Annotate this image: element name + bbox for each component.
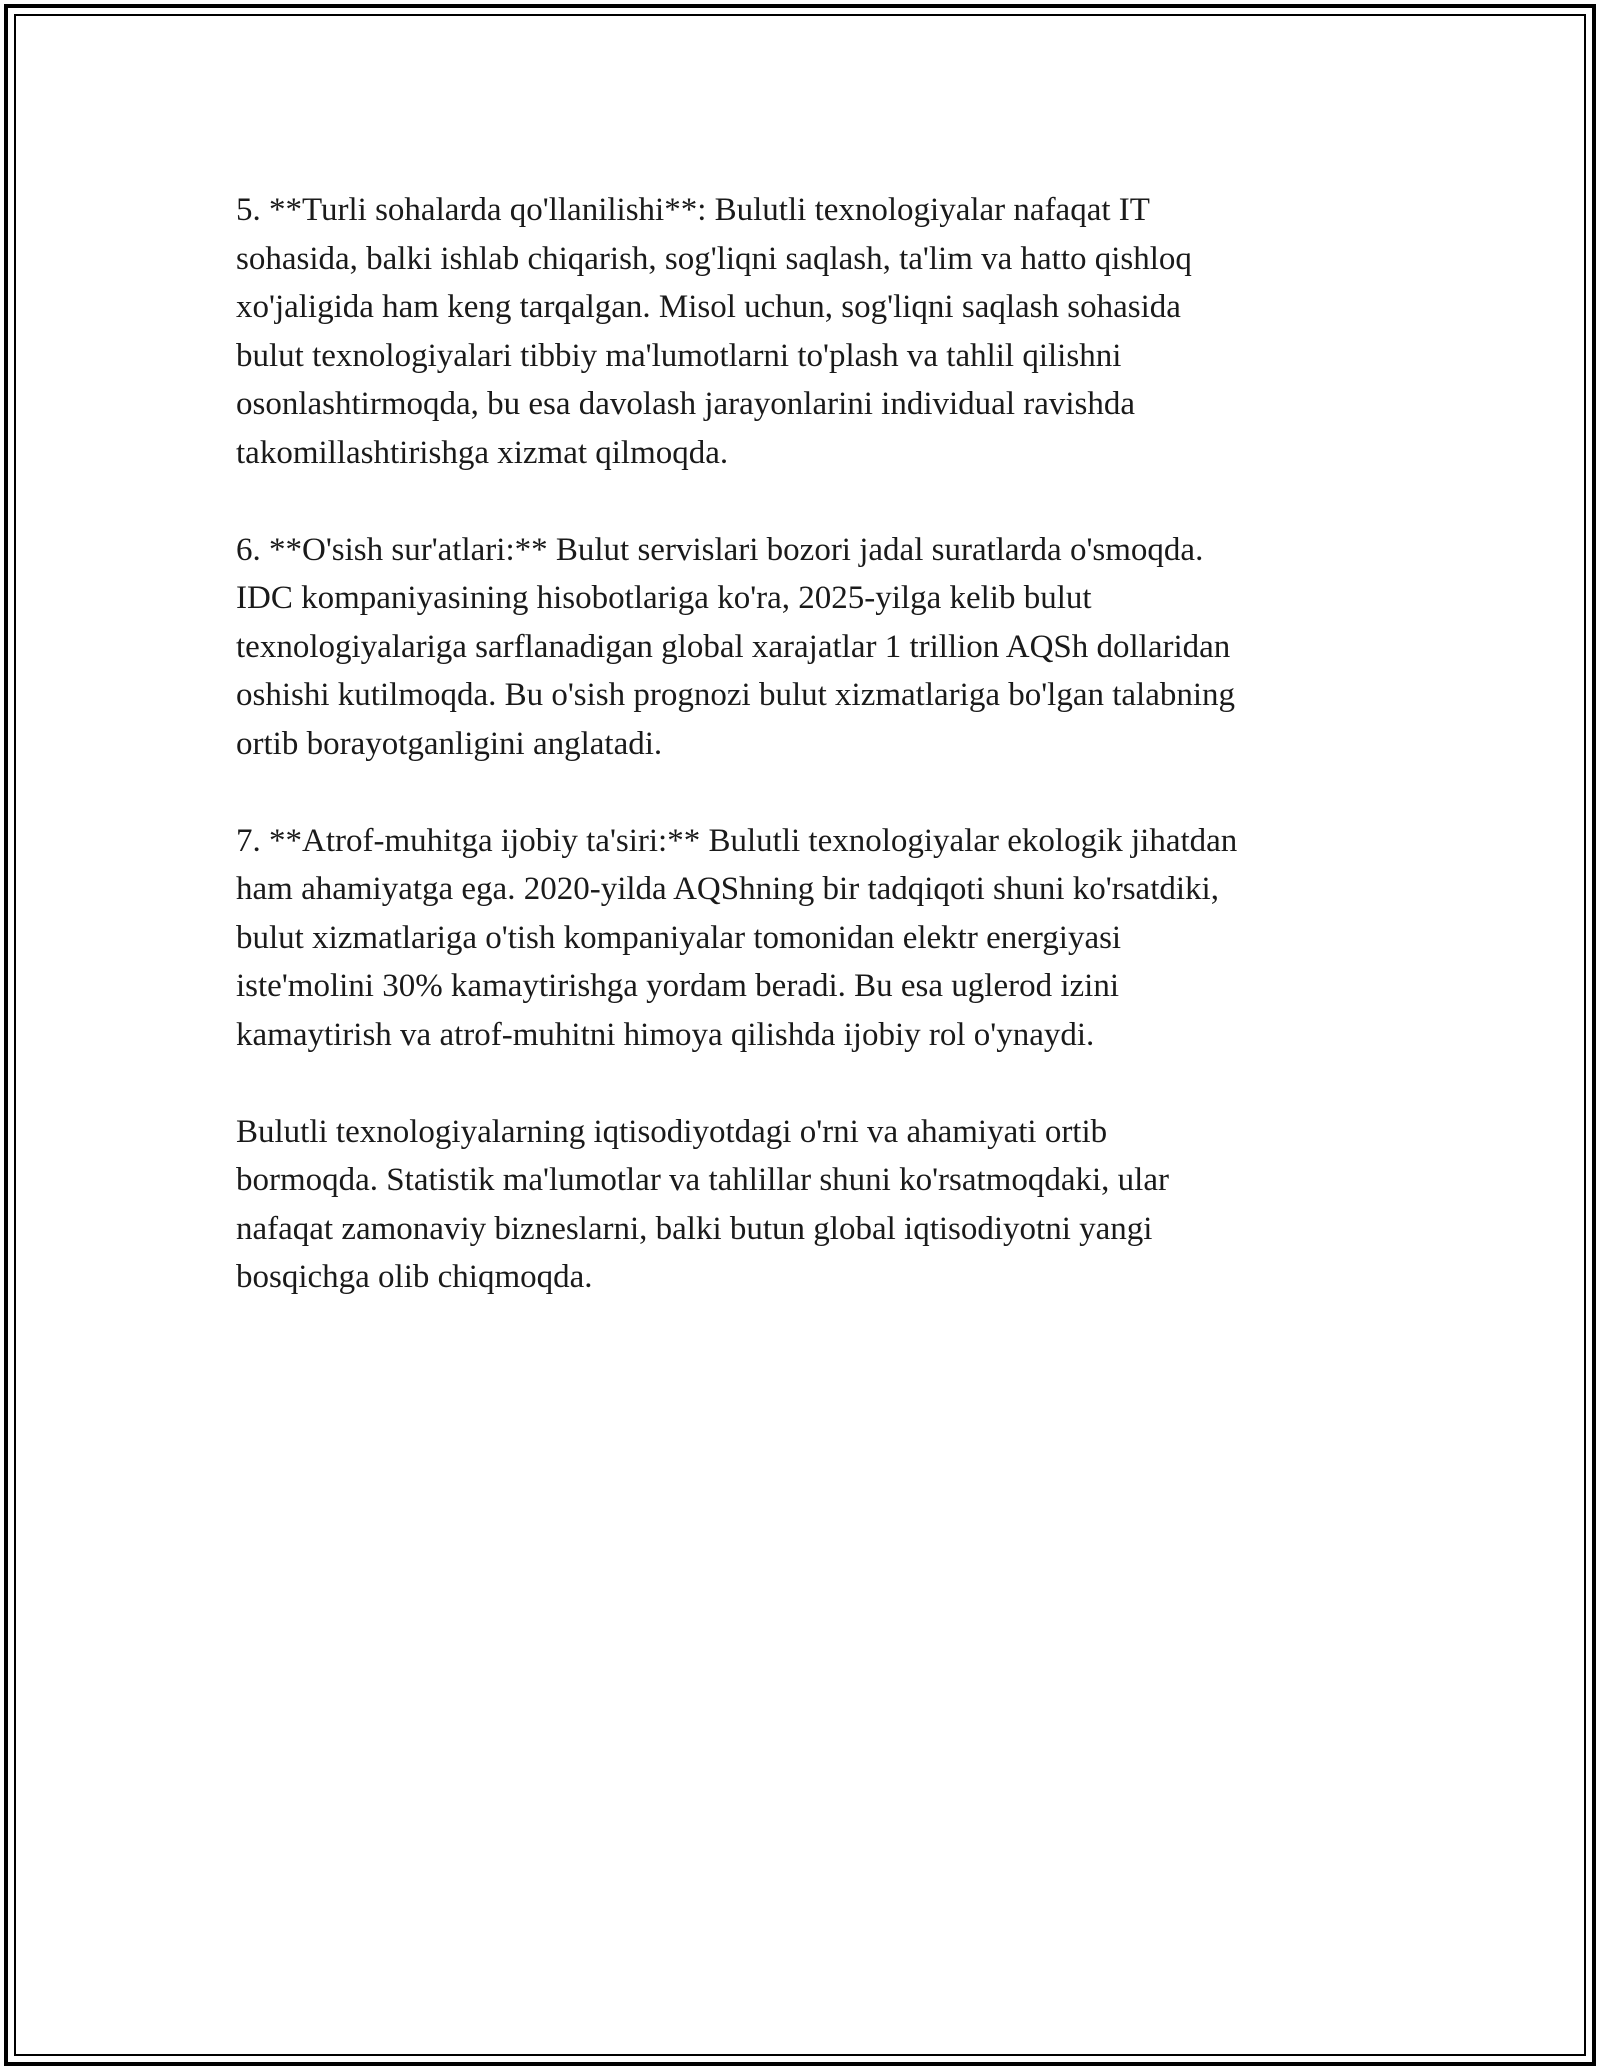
text-line: texnologiyalariga sarflanadigan global xarajatlar 1 trillion AQSh dollaridan	[236, 628, 1231, 665]
paragraph-industry-applications	[236, 186, 1356, 477]
text-line: bulut xizmatlariga o'tish kompaniyalar tomonidan elektr energiyasi	[236, 919, 1122, 956]
text-line: kamaytirish va atrof-muhitni himoya qilishda ijobiy rol o'ynaydi.	[236, 1016, 1095, 1053]
text-line: oshishi kutilmoqda. Bu o'sish prognozi bulut xizmatlariga bo'lgan talabning	[236, 677, 1236, 713]
text-line: 7. **Atrof-muhitga ijobiy ta'siri:** Bulutli texnologiyalar ekologik jihatdan	[236, 822, 1238, 859]
text-line: takomillashtirishga xizmat qilmoqda.	[236, 434, 729, 471]
document-body	[236, 186, 1356, 1350]
text-line: nafaqat zamonaviy bizneslarni, balki butun global iqtisodiyotni yangi	[236, 1210, 1153, 1247]
text-line: xo'jaligida ham keng tarqalgan. Misol uchun, sog'liqni saqlash sohasida	[236, 289, 1181, 325]
text-line: iste'molini 30% kamaytirishga yordam beradi. Bu esa uglerod izini	[236, 968, 1119, 1004]
text-line: 6. **O'sish sur'atlari:** Bulut servislari bozori jadal suratlarda o'smoqda.	[236, 531, 1204, 568]
paragraph-environmental-impact	[236, 817, 1356, 1060]
text-line: bulut texnologiyalari tibbiy ma'lumotlarni to'plash va tahlil qilishni	[236, 337, 1122, 374]
text-line: IDC kompaniyasining hisobotlariga ko'ra, 2025-yilga kelib bulut	[236, 580, 1092, 616]
text-line: ortib borayotganligini anglatadi.	[236, 725, 663, 762]
text-line: ham ahamiyatga ega. 2020-yilda AQShning bir tadqiqoti shuni ko'rsatdiki,	[236, 871, 1219, 907]
text-line: bosqichga olib chiqmoqda.	[236, 1259, 593, 1295]
text-line: Bulutli texnologiyalarning iqtisodiyotdagi o'rni va ahamiyati ortib	[236, 1113, 1108, 1150]
paragraph-growth-rates	[236, 526, 1356, 769]
text-line: 5. **Turli sohalarda qo'llanilishi**: Bulutli texnologiyalar nafaqat IT	[236, 192, 1150, 228]
text-line: bormoqda. Statistik ma'lumotlar va tahlillar shuni ko'rsatmoqdaki, ular	[236, 1162, 1169, 1198]
paragraph-conclusion	[236, 1108, 1356, 1302]
text-line: sohasida, balki ishlab chiqarish, sog'liqni saqlash, ta'lim va hatto qishloq	[236, 240, 1192, 277]
text-line: osonlashtirmoqda, bu esa davolash jarayonlarini individual ravishda	[236, 386, 1136, 422]
